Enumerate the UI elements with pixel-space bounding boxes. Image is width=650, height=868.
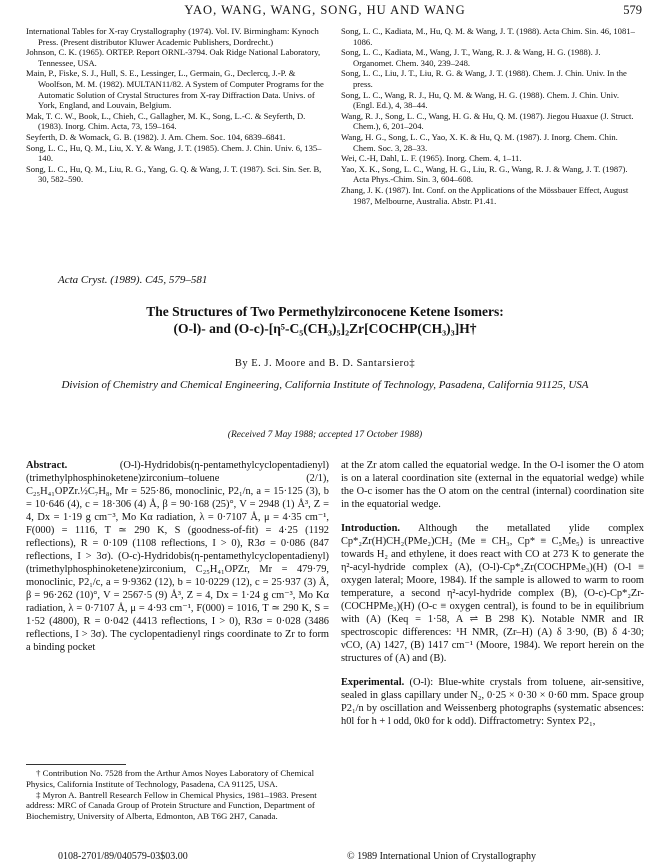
copyright-notice: © 1989 International Union of Crystallography <box>347 851 536 862</box>
reference: Wang, H. G., Song, L. C., Yao, X. K. & Hu, Q. M. (1987). J. Inorg. Chem. Chin. Chem. Soc. 3, 28–33. <box>341 131 618 153</box>
reference: Song, L. C., Kadiata, M., Wang, J. T., Wang, R. J. & Wang, H. G. (1988). J. Organomet. Chem. 340, 239–248. <box>341 47 601 68</box>
experimental-heading: Experimental. <box>341 677 405 688</box>
introduction-text: Although the metallated ylide complex Cp*₂Zr(H)CH₂(PMe₂)CH₂ (Me ≡ CH₃, Cp* ≡ C₅Me₅) is unreactive towards H₂ and ethylene, it does react with CO at 273 K to generate the η²-acyl-hydride complex (A), (O-l)-Cp*₂Zr(COCHPMe₃)(H) (O-l ≡ oxygen lateral; Moore, 1984). If the sample is allowed to warm to room temperature, a second η²-acyl-hydride complex (B), (O-c)-Cp*₂Zr-(COCHPMe₃)(H) (O-c ≡ oxygen central), is found to be in equilibrium with (A) (Keq = 1·58, A ⇌ B 298 K). Notable NMR and IR spectroscopic differences: ¹H NMR, (Zr–H) (A) δ 3·90, (B) δ 4·30; νCO, (A) 1427, (B) 1417 cm⁻¹ (Moore, 1984). We report herein on the structures of (A) and (B). <box>341 523 644 664</box>
article-code: 0108-2701/89/040579-03$03.00 <box>58 851 188 862</box>
reference: Johnson, C. K. (1965). ORTEP. Report ORNL-3794. Oak Ridge National Laboratory, Tennessee, USA. <box>26 47 321 68</box>
introduction <box>341 522 644 665</box>
abstract <box>26 459 329 654</box>
received-dates: (Received 7 May 1988; accepted 17 October 1988) <box>227 430 423 440</box>
page-number: 579 <box>623 3 642 17</box>
introduction-heading: Introduction. <box>341 523 400 534</box>
experimental <box>341 676 644 728</box>
footnote-divider <box>26 764 126 765</box>
abstract-text: (O-l)-Hydridobis(η-pentamethylcyclopentadienyl)(trimethylphosphinoketene)zirconium–toluene (2/1), C₂₅H₄₁OPZr.½C₇H₈, Mr = 525·86, monoclinic, P2₁/n, a = 15·125 (3), b = 10·646 (4), c = 18·306 (4) Å, β = 90·168 (25)°, V = 2948 (1) Å³, Z = 4, Dx = 1·19 g cm⁻³, Mo Kα radiation, λ = 0·7107 Å, μ = 4·35 cm⁻¹, F(000) = 1116, T ≃ 290 K, S (goodness-of-fit) = 4·25 (1192 reflections), R = 0·109 (1108 reflections, I > 0), R3σ = 0·086 (847 reflections, I > 3σ). (O-c)-Hydridobis(η-pentamethylcyclopentadienyl)(trimethylphosphinoketene)zirconium, C₂₅H₄₁OPZr, Mr = 479·79, monoclinic, P2₁/c, a = 9·9362 (12), b = 10·0229 (12), c = 25·937 (3) Å, β = 96·262 (10)°, V = 2567·5 (9) Å³, Z = 4, Dx = 1·24 g cm⁻³, Mo Kα radiation, λ = 0·7107 Å, μ = 4·93 cm⁻¹, F(000) = 1016, T ≃ 290 K, S = 1·52 (4800), R = 0·042 (4413 reflections, I > 0), R3σ = 0·028 (3486 reflections, I > 3σ). The cyclopentadienyl rings coordinate to Zr to form a binding pocket <box>26 460 329 653</box>
running-header <box>0 3 650 19</box>
experimental-text: (O-l): Blue-white crystals from toluene, air-sensitive, sealed in glass capillary under N₂, 0·25 × 0·30 × 0·60 mm. Space group P2₁/n by oscillation and Weissenberg photographs (systematic absences: h0l for h + l odd, 0k0 for k odd). Diffractometry: Syntex P2₁, <box>341 677 644 727</box>
abstract-continuation: at the Zr atom called the equatorial wedge. In the O-l isomer the O atom is on a lateral coordination site (external in the equatorial wedge) while the O-c isomer has the O atom on the central (internal) coordination site in the equatorial wedge. <box>341 460 644 510</box>
running-title: YAO, WANG, WANG, SONG, HU AND WANG <box>184 3 466 17</box>
article-title-line: The Structures of Two Permethylzirconocene Ketene Isomers: <box>146 304 504 319</box>
abstract-heading: Abstract. <box>26 460 68 471</box>
reference: Song, L. C., Hu, Q. M., Liu, X. Y. & Wang, J. T. (1985). Chem. J. Chin. Univ. 6, 135–140. <box>26 142 322 164</box>
article-title-line: (O-l)- and (O-c)-[η⁵-C₅(CH₃)₅]₂Zr[COCHP(CH₃)₃]H† <box>173 321 477 336</box>
reference: International Tables for X-ray Crystallography (1974). Vol. IV. Birmingham: Kynoch Press. (Present distributor Kluwer Academic Publishers, Dordrecht.) <box>26 26 319 47</box>
references-left <box>26 26 326 185</box>
reference: Yao, X. K., Song, L. C., Wang, H. G., Liu, R. G., Wang, R. J. & Wang, J. T. (1987). Acta Phys.-Chim. Sin. 3, 604–608. <box>341 163 628 185</box>
footnotes <box>26 768 329 822</box>
reference: Main, P., Fiske, S. J., Hull, S. E., Lessinger, L., Germain, G., Declercq, J.-P. & Woolfson, M. M. (1982). MULTAN11/82. A System of Computer Programs for the Automatic Solution of Crystal Structures from X-ray Diffraction Data. Univs. of York, England, and Louvain, Belgium. <box>26 68 324 111</box>
reference: Song, L. C., Kadiata, M., Hu, Q. M. & Wang, J. T. (1988). Acta Chim. Sin. 46, 1081–1086. <box>341 26 635 47</box>
journal-citation: Acta Cryst. (1989). C45, 579–581 <box>58 274 208 286</box>
reference: Wang, R. J., Song, L. C., Wang, H. G. & Hu, Q. M. (1987). Jiegou Huaxue (J. Struct. Chem.), 6, 201–204. <box>341 110 634 132</box>
author-affiliation: Division of Chemistry and Chemical Engineering, California Institute of Technology, Pasadena, California 91125, USA <box>61 379 589 391</box>
reference: Zhang, J. K. (1987). Int. Conf. on the Applications of the Mössbauer Effect, August 1987, Melbourne, Australia. Abstr. P1.41. <box>341 184 629 206</box>
reference: Seyferth, D. & Womack, G. B. (1982). J. Am. Chem. Soc. 104, 6839–6841. <box>26 131 286 142</box>
article-authors: By E. J. Moore and B. D. Santarsiero‡ <box>234 358 416 369</box>
right-column <box>341 459 644 739</box>
left-column <box>26 459 329 665</box>
reference: Wei, C.-H, Dahl, L. F. (1965). Inorg. Chem. 4, 1–11. <box>341 153 522 164</box>
reference: Song, L. C., Liu, J. T., Liu, R. G. & Wang, J. T. (1988). Chem. J. Chin. Univ. In the press. <box>341 68 627 89</box>
reference: Song, L. C., Hu, Q. M., Liu, R. G., Yang, G. Q. & Wang, J. T. (1987). Sci. Sin. Ser. B, 30, 582–590. <box>26 163 322 185</box>
reference: Mak, T. C. W., Book, L., Chieh, C., Gallagher, M. K., Song, L.-C. & Seyferth, D. (1983). Inorg. Chim. Acta, 73, 159–164. <box>26 110 306 132</box>
footnote: ‡ Myron A. Bantrell Research Fellow in Chemical Physics, 1981–1983. Present address: MRC of Canada Group of Protein Structure and Function, Department of Biochemistry, University of Alberta, Edmonton, AB T6G 2H7, Canada. <box>26 789 317 822</box>
reference: Song, L. C., Wang, R. J., Hu, Q. M. & Wang, H. G. (1988). Chem. J. Chin. Univ. (Engl. Ed.), 4, 38–44. <box>341 89 619 111</box>
article-title <box>20 303 630 337</box>
references-right <box>341 26 641 206</box>
footnote: † Contribution No. 7528 from the Arthur Amos Noyes Laboratory of Chemical Physics, California Institute of Technology, Pasadena, CA 91125, USA. <box>26 768 315 789</box>
